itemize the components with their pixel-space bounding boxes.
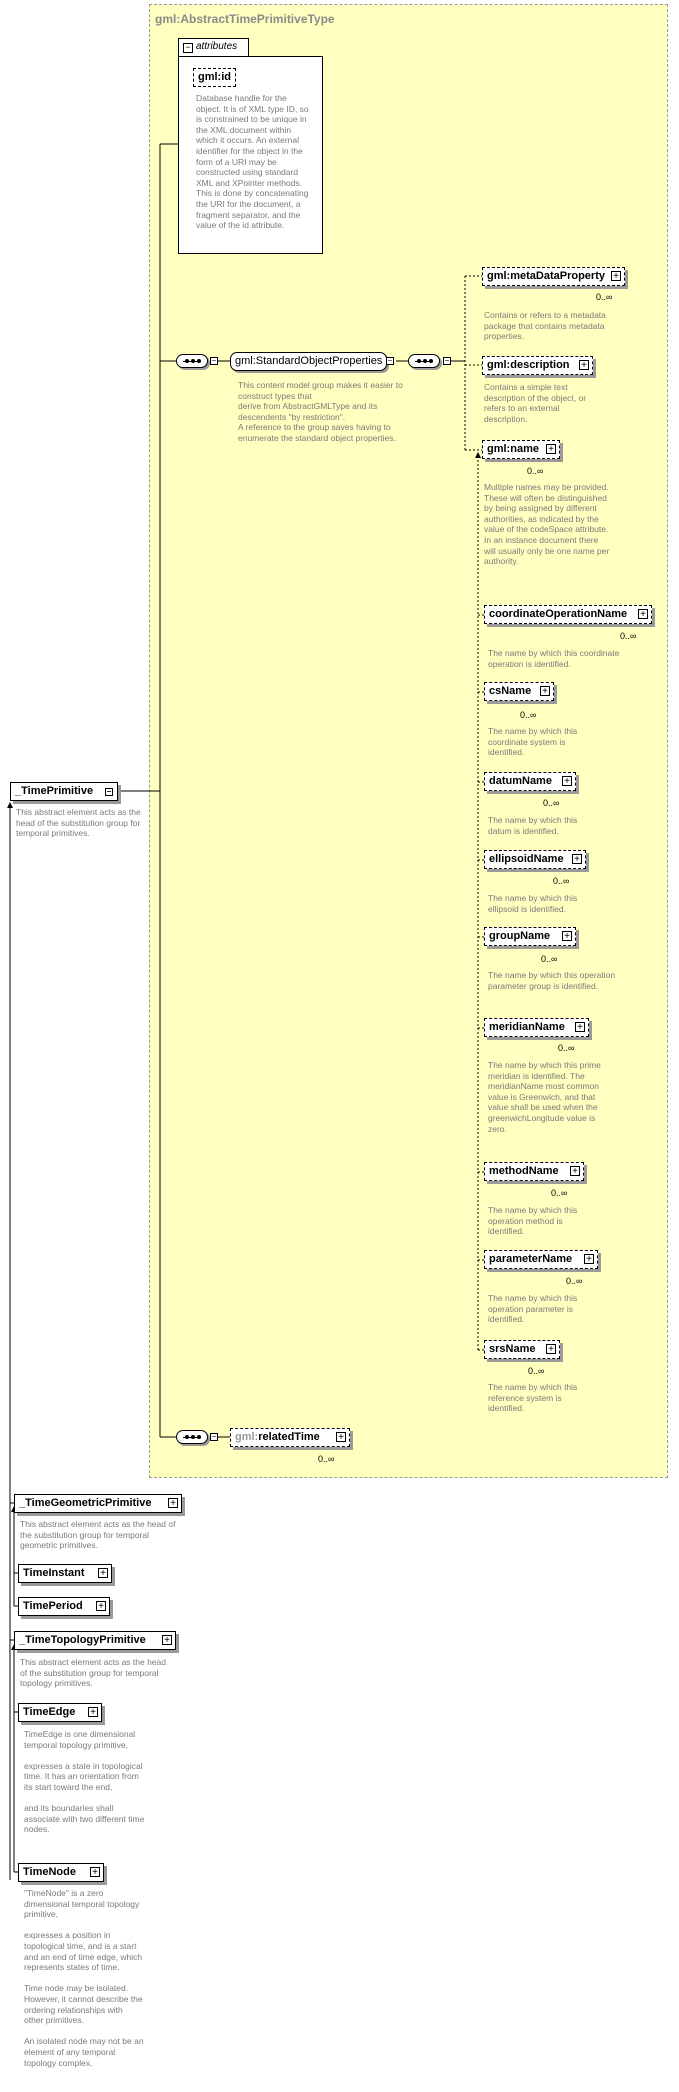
cardinality: 0..∞ <box>553 876 570 886</box>
expand-icon[interactable]: + <box>96 1601 106 1611</box>
expand-icon[interactable]: + <box>162 1635 172 1645</box>
element-meridianname[interactable]: meridianName + <box>484 1018 589 1037</box>
expand-icon[interactable]: + <box>638 609 648 619</box>
sequence-compositor-2[interactable] <box>408 354 440 368</box>
element-ellipsoidname[interactable]: ellipsoidName + <box>484 850 586 869</box>
collapse-icon[interactable]: − <box>444 356 450 365</box>
element-timeprimitive[interactable]: _TimePrimitive − <box>10 782 118 801</box>
cardinality: 0..∞ <box>596 292 613 302</box>
element-name[interactable]: gml:name + <box>482 440 560 459</box>
expand-icon[interactable]: + <box>562 776 572 786</box>
expand-icon[interactable]: + <box>579 360 589 370</box>
element-description[interactable]: gml:description + <box>482 356 593 375</box>
collapse-icon[interactable]: − <box>183 43 193 53</box>
edge-description: TimeEdge is one dimensional temporal topology primitive, expresses a state in topological time. It has an orientation from its start toward the end, and its boundaries shall associate with two different time nodes. <box>24 1729 145 1835</box>
expand-icon[interactable]: + <box>90 1867 100 1877</box>
element-description-text: The name by which this operation parameter is identified. <box>488 1293 578 1325</box>
expand-icon[interactable]: + <box>611 271 621 281</box>
expand-icon[interactable]: + <box>546 1344 556 1354</box>
element-description-text: The name by which this datum is identified. <box>488 815 578 836</box>
cardinality: 0..∞ <box>558 1043 575 1053</box>
expand-icon[interactable]: + <box>570 1166 580 1176</box>
cardinality: 0..∞ <box>620 631 637 641</box>
element-description-text: The name by which this prime meridian is identified. The meridianName most common value is Greenwich, and that value shall be used when the greenwichLongitude value is zero. <box>488 1060 601 1134</box>
cardinality: 0..∞ <box>551 1188 568 1198</box>
complex-type-title: gml:AbstractTimePrimitiveType <box>155 12 335 26</box>
expand-icon[interactable]: + <box>572 854 582 864</box>
cardinality: 0..∞ <box>543 798 560 808</box>
element-description-text: Multiple names may be provided. These will often be distinguished by being assigned by different authorities, as indicated by the value of the codeSpace attribute. In an instance document there will usually only be one name per authority. <box>484 482 610 567</box>
element-datumname[interactable]: datumName + <box>484 772 576 791</box>
collapse-icon[interactable]: − <box>106 787 112 796</box>
sequence-compositor[interactable] <box>176 354 208 368</box>
expand-icon[interactable]: + <box>88 1707 98 1717</box>
element-timenode[interactable]: TimeNode + <box>18 1863 104 1882</box>
element-description-text: The name by which this coordinate system is identified. <box>488 726 578 758</box>
element-relatedtime[interactable]: gml:relatedTime + <box>230 1428 350 1447</box>
element-description-text: The name by which this operation method is identified. <box>488 1205 578 1237</box>
expand-icon[interactable]: + <box>168 1498 178 1508</box>
element-groupname[interactable]: groupName + <box>484 927 576 946</box>
element-description-text: The name by which this ellipsoid is identified. <box>488 893 578 914</box>
element-description-text: The name by which this coordinate operation is identified. <box>488 648 620 669</box>
attribute-gml-id[interactable]: gml:id <box>193 68 236 87</box>
expand-icon[interactable]: + <box>540 686 550 696</box>
element-metadataproperty[interactable]: gml:metaDataProperty + <box>482 267 625 286</box>
topology-description: This abstract element acts as the head of the substitution group for temporal topology primitives. <box>20 1657 166 1689</box>
group-description: This content model group makes it easier to construct types that derive from AbstractGMLType and its descendents "by restriction". A reference to the group saves having to enumerate the standard object properties. <box>238 380 403 443</box>
sequence-compositor-3[interactable] <box>176 1430 208 1444</box>
cardinality: 0..∞ <box>520 710 537 720</box>
element-timegeometricprimitive[interactable]: _TimeGeometricPrimitive + <box>14 1494 182 1513</box>
cardinality: 0..∞ <box>318 1454 335 1464</box>
element-coordinateoperationname[interactable]: coordinateOperationName + <box>484 605 652 624</box>
element-timeperiod[interactable]: TimePeriod + <box>18 1597 110 1616</box>
attributes-label: attributes <box>196 41 238 52</box>
cardinality: 0..∞ <box>528 1366 545 1376</box>
element-description-text: The name by which this reference system is identified. <box>488 1382 578 1414</box>
attribute-gml-id-description: Database handle for the object. It is of XML type ID, so is constrained to be unique in the XML document within which it occurs. An external identifier for the object in the form of a URI may be constructed using standard XML and XPointer methods. This is done by concatenating the URI for the document, a fragment separator, and the value of the id attribute. <box>196 93 309 231</box>
geometric-description: This abstract element acts as the head of the substitution group for temporal geometric primitives. <box>20 1519 176 1551</box>
element-parametername[interactable]: parameterName + <box>484 1250 598 1269</box>
expand-icon[interactable]: + <box>575 1022 585 1032</box>
expand-icon[interactable]: + <box>546 444 556 454</box>
element-description-text: The name by which this operation parameter group is identified. <box>488 970 616 991</box>
element-timeinstant[interactable]: TimeInstant + <box>18 1564 112 1583</box>
element-description-text: Contains or refers to a metadata package that contains metadata properties. <box>484 310 606 342</box>
expand-icon[interactable]: + <box>98 1568 108 1578</box>
element-csname[interactable]: csName + <box>484 682 554 701</box>
group-standard-object-properties[interactable]: gml:StandardObjectProperties <box>230 352 387 371</box>
collapse-icon[interactable]: − <box>387 356 393 365</box>
expand-icon[interactable]: + <box>336 1432 346 1442</box>
element-timetopologyprimitive[interactable]: _TimeTopologyPrimitive + <box>14 1631 176 1650</box>
cardinality: 0..∞ <box>566 1276 583 1286</box>
cardinality: 0..∞ <box>527 466 544 476</box>
cardinality: 0..∞ <box>541 954 558 964</box>
element-methodname[interactable]: methodName + <box>484 1162 584 1181</box>
element-srsname[interactable]: srsName + <box>484 1340 560 1359</box>
collapse-icon[interactable]: − <box>211 1432 217 1441</box>
element-description-text: Contains a simple text description of the object, or refers to an external description. <box>484 382 587 424</box>
collapse-icon[interactable]: − <box>211 356 217 365</box>
node-description: "TimeNode" is a zero dimensional temporal topology primitive, expresses a position in topological time, and is a start and an end of time edge, which represents states of time. Time node may be isolated. However, it cannot describe the ordering relationships with other primitives. An isolated node may not be an element of any temporal topology complex. <box>24 1888 144 2068</box>
root-description: This abstract element acts as the head of the substitution group for temporal primitives. <box>16 807 141 839</box>
element-timeedge[interactable]: TimeEdge + <box>18 1703 102 1722</box>
expand-icon[interactable]: + <box>584 1254 594 1264</box>
expand-icon[interactable]: + <box>562 931 572 941</box>
